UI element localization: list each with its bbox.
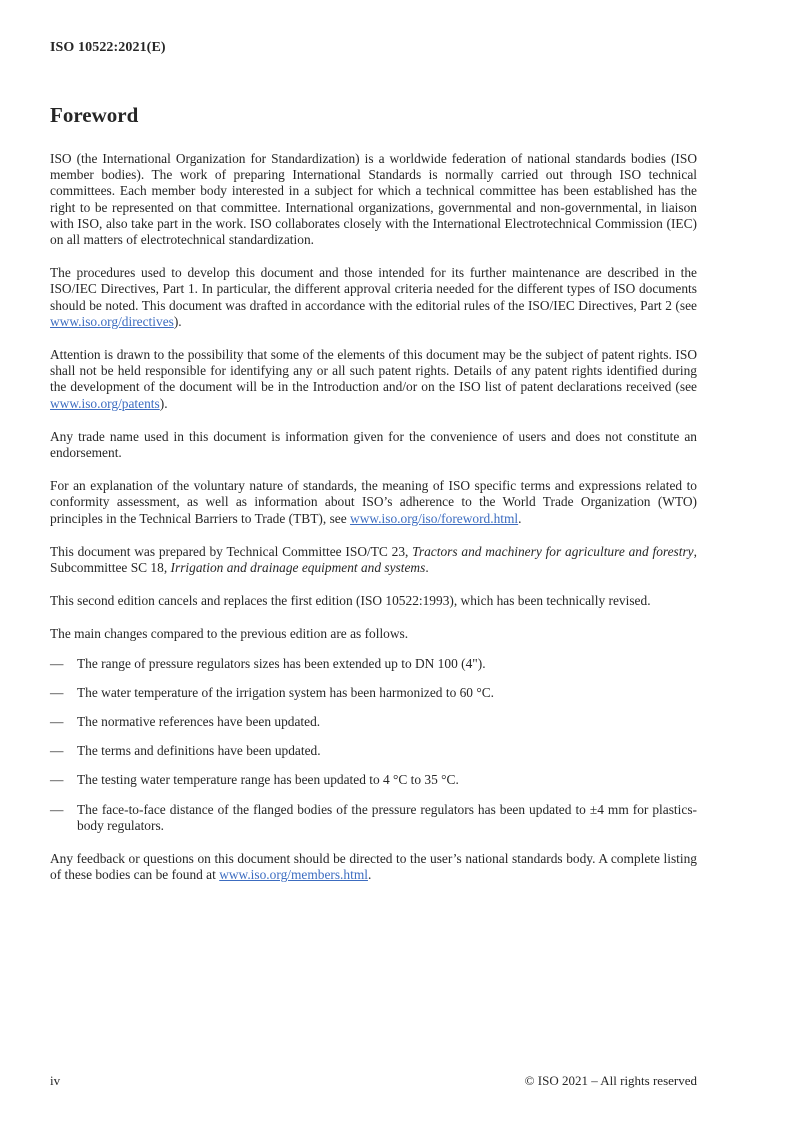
paragraph-trade-name: Any trade name used in this document is information given for the convenience of users and does not constitute an endorsement. — [50, 428, 697, 461]
paragraph-feedback — [50, 851, 697, 883]
paragraph-edition: This second edition cancels and replaces the first edition (ISO 10522:1993), which has been technically revised. — [50, 593, 651, 609]
changes-list — [50, 656, 697, 834]
text-segment: , Subcommittee SC 18, — [50, 543, 697, 576]
link-iso-foreword[interactable] — [350, 511, 518, 526]
copyright-notice: © ISO 2021 – All rights reserved — [524, 1073, 697, 1088]
list-item — [50, 685, 697, 701]
page-number: iv — [50, 1073, 61, 1088]
document-reference: ISO 10522:2021(E) — [50, 40, 166, 55]
paragraph-committee — [50, 544, 697, 576]
text-segment: . — [367, 867, 372, 883]
list-item-text: The water temperature of the irrigation system has been harmonized to 60 °C. — [77, 684, 494, 700]
text-segment: ). — [173, 313, 182, 329]
text-segment: This document was prepared by Technical Committee ISO/TC 23, — [50, 543, 413, 559]
dash-bullet: — — [50, 684, 64, 700]
list-item-text: The normative references have been updated. — [77, 714, 321, 730]
page-title: Foreword — [50, 103, 139, 127]
dash-bullet: — — [50, 772, 64, 788]
dash-bullet: — — [50, 714, 64, 730]
list-item-text: The range of pressure regulators sizes has been extended up to DN 100 (4"). — [77, 655, 486, 671]
text-segment: ). — [159, 395, 168, 411]
paragraph-patents — [50, 347, 697, 412]
paragraph-iso-intro: ISO (the International Organization for Standardization) is a worldwide federation of national standards bodies (ISO member bodies). The work of preparing International Standards is normally carried out through ISO technical committees. Each member body interested in a subject for which a technical committee has been established has the right to be represented on that committee. International organizations, governmental and non-governmental, in liaison with ISO, also take part in the work. ISO collaborates closely with the International Electrotechnical Commission (IEC) on all matters of electrotechnical standardization. — [50, 151, 697, 248]
list-item — [50, 743, 697, 759]
paragraph-changes-intro: The main changes compared to the previous edition are as follows. — [50, 626, 409, 642]
text-segment: For an explanation of the voluntary nature of standards, the meaning of ISO specific terms and expressions related to conformity assessment, as well as information about ISO’s adherence to the World Trade Organization (WTO) principles in the Technical Barriers to Trade (TBT), see — [50, 478, 697, 526]
link-segment: iso/foreword.html — [421, 510, 519, 526]
link-iso-members[interactable]: www.iso.org/members.html — [219, 867, 368, 883]
dash-bullet: — — [50, 655, 64, 671]
text-segment: . — [518, 510, 522, 526]
dash-bullet: — — [50, 743, 64, 759]
link-segment: www.iso.org/ — [350, 510, 422, 526]
list-item-text: The testing water temperature range has been updated to 4 °C to 35 °C. — [77, 772, 459, 788]
page-footer — [50, 1073, 697, 1089]
text-segment: The procedures used to develop this document and those intended for its further maintenance are described in the ISO/IEC Directives, Part 1. In particular, the different approval criteria needed for the different types of ISO documents should be noted. This document was drafted in accordance with the editorial rules of the ISO/IEC Directives, Part 2 (see — [50, 265, 697, 313]
list-item — [50, 802, 697, 834]
link-iso-patents[interactable]: www.iso.org/patents — [50, 395, 160, 411]
text-segment: Attention is drawn to the possibility that some of the elements of this document may be the subject of patent rights. ISO shall not be held responsible for identifying any or all such patent rights. Details of any patent rights identified during the development of the document will be in the Introduction and/or on the ISO list of patent declarations received (see — [50, 347, 697, 395]
text-segment: Any feedback or questions on this document should be directed to the user’s national standards body. A complete listing of these bodies can be found at — [50, 851, 697, 883]
list-item-text: The face-to-face distance of the flanged bodies of the pressure regulators has been updated to ±4 mm for plastics-body regulators. — [77, 801, 697, 833]
subcommittee-title-italic: Irrigation and drainage equipment and systems — [170, 560, 426, 576]
paragraph-wto — [50, 478, 697, 527]
list-item — [50, 656, 697, 672]
text-segment: . — [425, 560, 429, 576]
list-item — [50, 772, 697, 788]
paragraph-procedures — [50, 265, 697, 330]
list-item — [50, 714, 697, 730]
link-iso-directives[interactable]: www.iso.org/directives — [50, 313, 174, 329]
list-item-text: The terms and definitions have been updated. — [77, 743, 321, 759]
committee-title-italic: Tractors and machinery for agriculture and forestry — [412, 543, 694, 559]
dash-bullet: — — [50, 801, 64, 817]
